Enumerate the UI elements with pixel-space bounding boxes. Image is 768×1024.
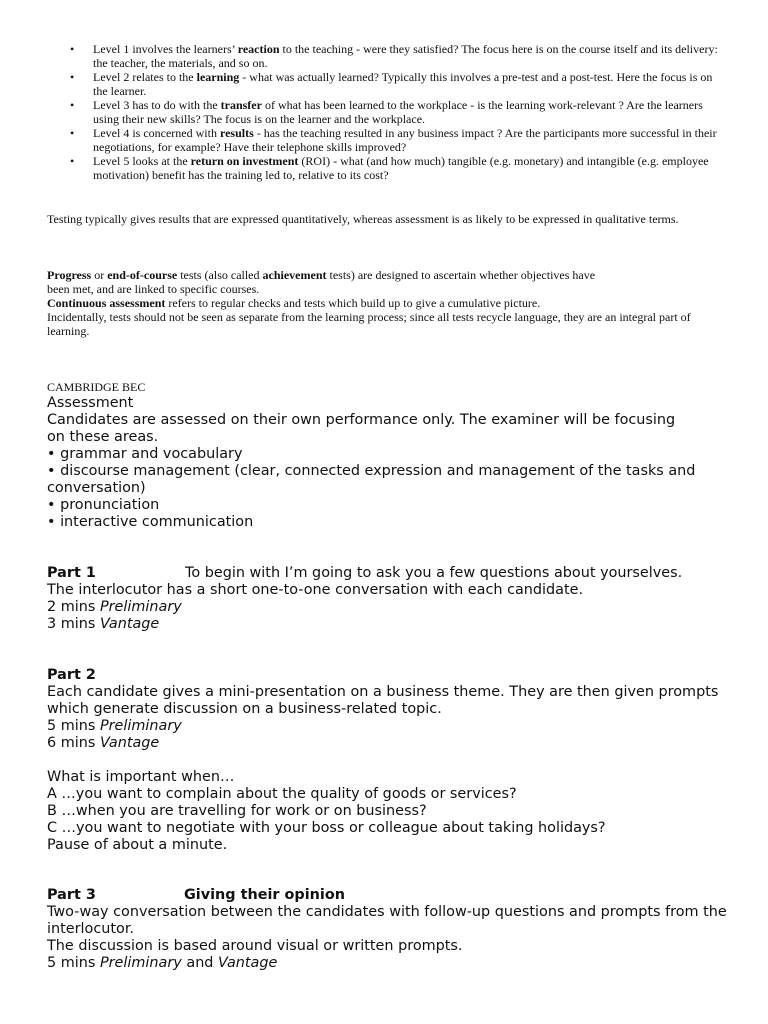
area-item: • grammar and vocabulary (47, 446, 243, 462)
assessment-section (47, 395, 727, 531)
testing-paragraph: Testing typically gives results that are expressed quantitatively, whereas assessment is as likely to be expressed in qualitative terms. (47, 212, 679, 226)
part3-section (47, 887, 727, 972)
list-item: • Level 3 has to do with the transfer of what has been learned to the workplace - is the learning work-relevant ? Are the learners using their new skills? The focus is on the learner and the workplace. (70, 98, 703, 126)
part2-question: What is important when… (47, 769, 235, 785)
progress-line-1: Progress or end-of-course tests (also called achievement tests) are designed to ascertain whether objectives have (47, 268, 596, 282)
part3-title: Giving their opinion (184, 887, 345, 903)
part2-option: C …you want to negotiate with your boss or colleague about taking holidays? (47, 820, 606, 836)
part3-time: 5 mins Preliminary and Vantage (47, 955, 278, 971)
progress-tests-paragraph (47, 268, 727, 338)
bullet-icon: • (70, 70, 75, 84)
part3-label: Part 3 (47, 887, 96, 903)
bec-heading: CAMBRIDGE BEC (47, 380, 146, 394)
part2-section (47, 667, 727, 854)
area-item: • pronunciation (47, 497, 160, 513)
assessment-intro-2: on these areas. (47, 429, 159, 445)
part2-label: Part 2 (47, 667, 96, 683)
assessment-title: Assessment (47, 395, 134, 411)
part3-desc: Two-way conversation between the candidates with follow-up questions and prompts from the interlocutor. (47, 904, 727, 937)
list-item: • Level 4 is concerned with results - has the teaching resulted in any business impact ? Are the participants more successful in their negotiations, for example? Have their telephone skills improved? (70, 126, 717, 154)
part1-desc: The interlocutor has a short one-to-one conversation with each candidate. (47, 582, 584, 598)
list-item: • Level 1 involves the learners’ reaction to the teaching - were they satisfied? The focus here is on the course itself and its delivery: the teacher, the materials, and so on. (70, 42, 718, 70)
bullet-icon: • (70, 126, 75, 140)
list-item: • Level 2 relates to the learning - what was actually learned? Typically this involves a pre-test and a post-test. Here the focus is on the learner. (70, 70, 713, 98)
part1-section (47, 565, 727, 633)
part2-option: B …when you are travelling for work or on business? (47, 803, 427, 819)
part1-time-preliminary: 2 mins Preliminary (47, 599, 182, 615)
part2-time-vantage: 6 mins Vantage (47, 735, 160, 751)
part1-label: Part 1 (47, 565, 96, 581)
part2-desc: Each candidate gives a mini-presentation on a business theme. They are then given prompts which generate discussion on a business-related topic. (47, 684, 719, 717)
bullet-icon: • (70, 42, 75, 56)
part3-desc-2: The discussion is based around visual or written prompts. (47, 938, 463, 954)
part1-prompt: To begin with I’m going to ask you a few questions about yourselves. (185, 565, 683, 581)
evaluation-levels-list (70, 42, 726, 182)
list-item: • Level 5 looks at the return on investment (ROI) - what (and how much) tangible (e.g. monetary) and intangible (e.g. employee motivation) benefit has the training led to, relative to its cost? (70, 154, 709, 182)
bullet-icon: • (70, 98, 75, 112)
area-item: • discourse management (clear, connected expression and management of the tasks and conversation) (47, 463, 696, 496)
area-item: • interactive communication (47, 514, 254, 530)
part1-time-vantage: 3 mins Vantage (47, 616, 160, 632)
part2-time-preliminary: 5 mins Preliminary (47, 718, 182, 734)
assessment-intro: Candidates are assessed on their own performance only. The examiner will be focusing (47, 412, 676, 428)
part2-option: A …you want to complain about the quality of goods or services? (47, 786, 517, 802)
progress-line-4: Incidentally, tests should not be seen as separate from the learning process; since all tests recycle language, they are an integral part of learning. (47, 310, 691, 338)
progress-line-3: Continuous assessment refers to regular checks and tests which build up to give a cumulative picture. (47, 296, 541, 310)
progress-line-2: been met, and are linked to specific courses. (47, 282, 260, 296)
bullet-icon: • (70, 154, 75, 168)
part2-pause: Pause of about a minute. (47, 837, 228, 853)
